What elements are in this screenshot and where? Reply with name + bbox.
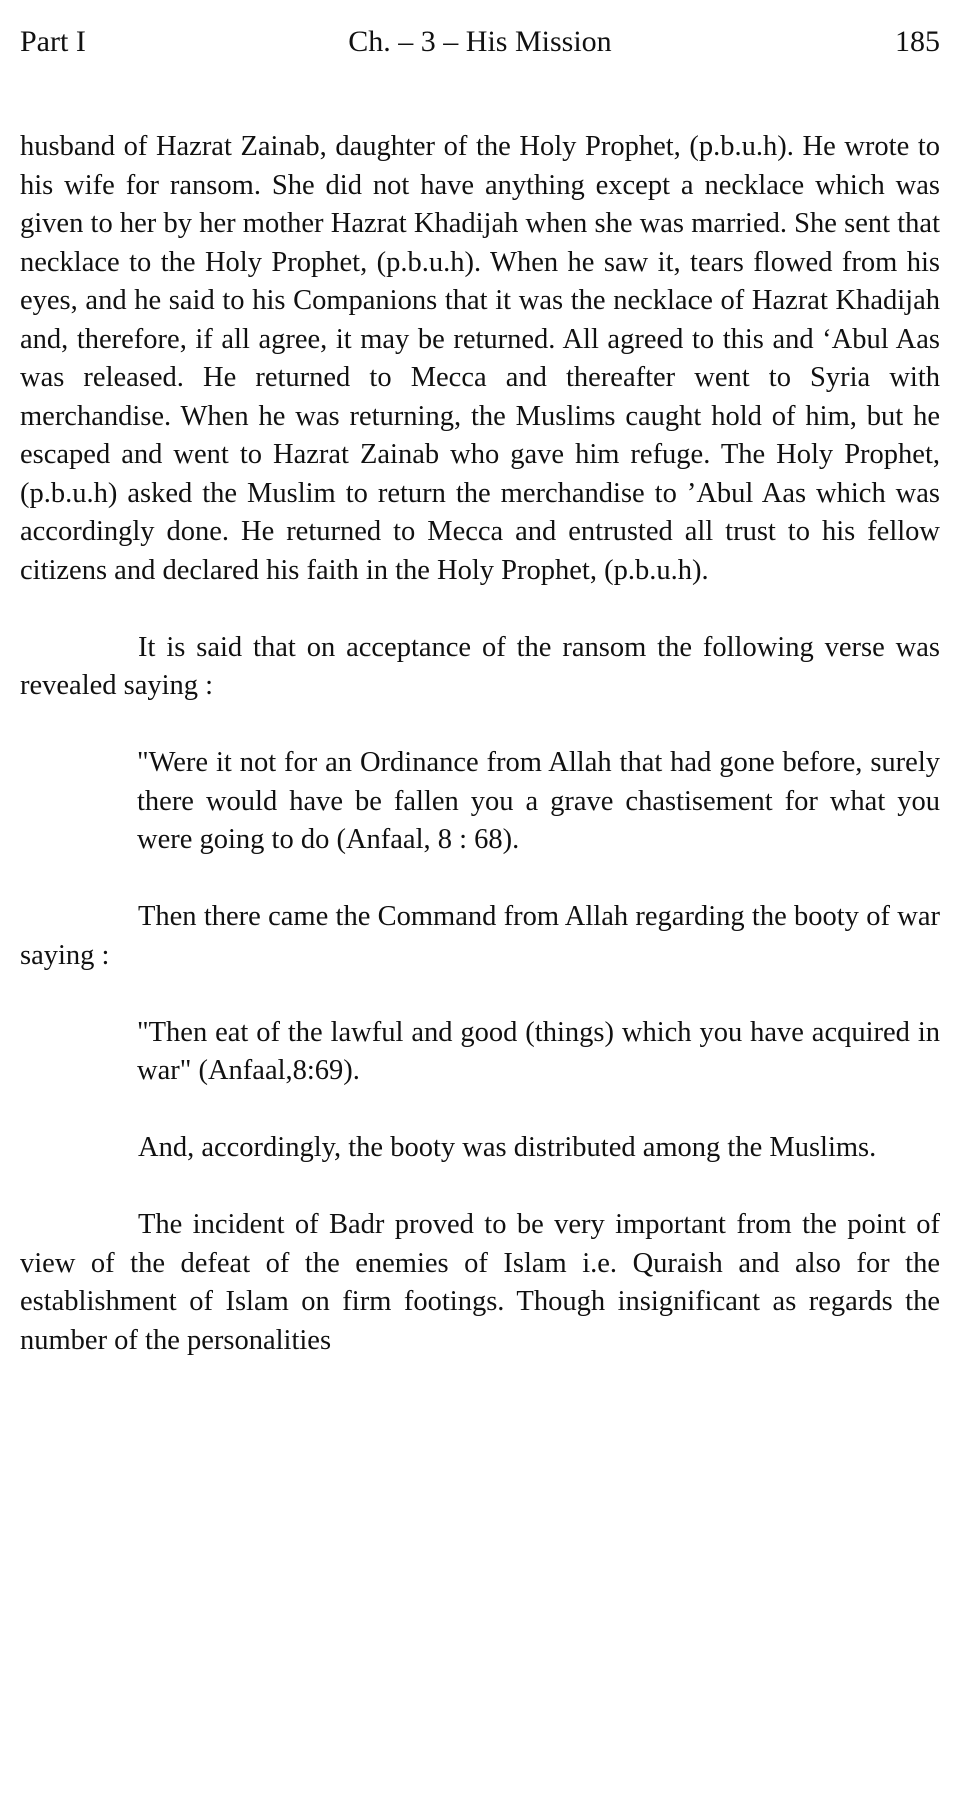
book-page [20, 22, 940, 1360]
block-quote: "Then eat of the lawful and good (things) which you have acquired in war" (Anfaal,8:69). [137, 1016, 940, 1086]
paragraph: And, accordingly, the booty was distributed among the Muslims. [138, 1132, 877, 1163]
paragraph-continued: husband of Hazrat Zainab, daughter of the Holy Prophet, (p.b.u.h). He wrote to his wife for ransom. She did not have anything except a necklace which was given to her by her mother Hazrat Khadijah when she was married. She sent that necklace to the Holy Prophet, (p.b.u.h). When he saw it, tears flowed from his eyes, and he said to his Companions that it was the necklace of Hazrat Khadijah and, therefore, if all agree, it may be returned. All agreed to this and ‘Abul Aas was released. He returned to Mecca and thereafter went to Syria with merchandise. When he was returning, the Muslims caught hold of him, but he escaped and went to Hazrat Zainab who gave him refuge. The Holy Prophet, (p.b.u.h) asked the Muslim to return the merchandise to ’Abul Aas which was accordingly done. He returned to Mecca and entrusted all trust to his fellow citizens and declared his faith in the Holy Prophet, (p.b.u.h). [20, 131, 940, 586]
paragraph: The incident of Badr proved to be very important from the point of view of the defeat of the enemies of Islam i.e. Quraish and also for the establishment of Islam on firm footings. Though insignificant as regards the number of the personalities [20, 1209, 940, 1356]
page-number: 185 [895, 25, 940, 58]
paragraph: Then there came the Command from Allah regarding the booty of war saying : [20, 901, 940, 971]
paragraph: It is said that on acceptance of the ransom the following verse was revealed saying : [20, 631, 940, 701]
body-text [20, 128, 940, 1360]
block-quote: "Were it not for an Ordinance from Allah that had gone before, surely there would have be fallen you a grave chastisement for what you were going to do (Anfaal, 8 : 68). [137, 747, 940, 855]
part-label: Part I [20, 25, 86, 58]
chapter-title: Ch. – 3 – His Mission [348, 25, 612, 58]
running-head [20, 22, 940, 62]
